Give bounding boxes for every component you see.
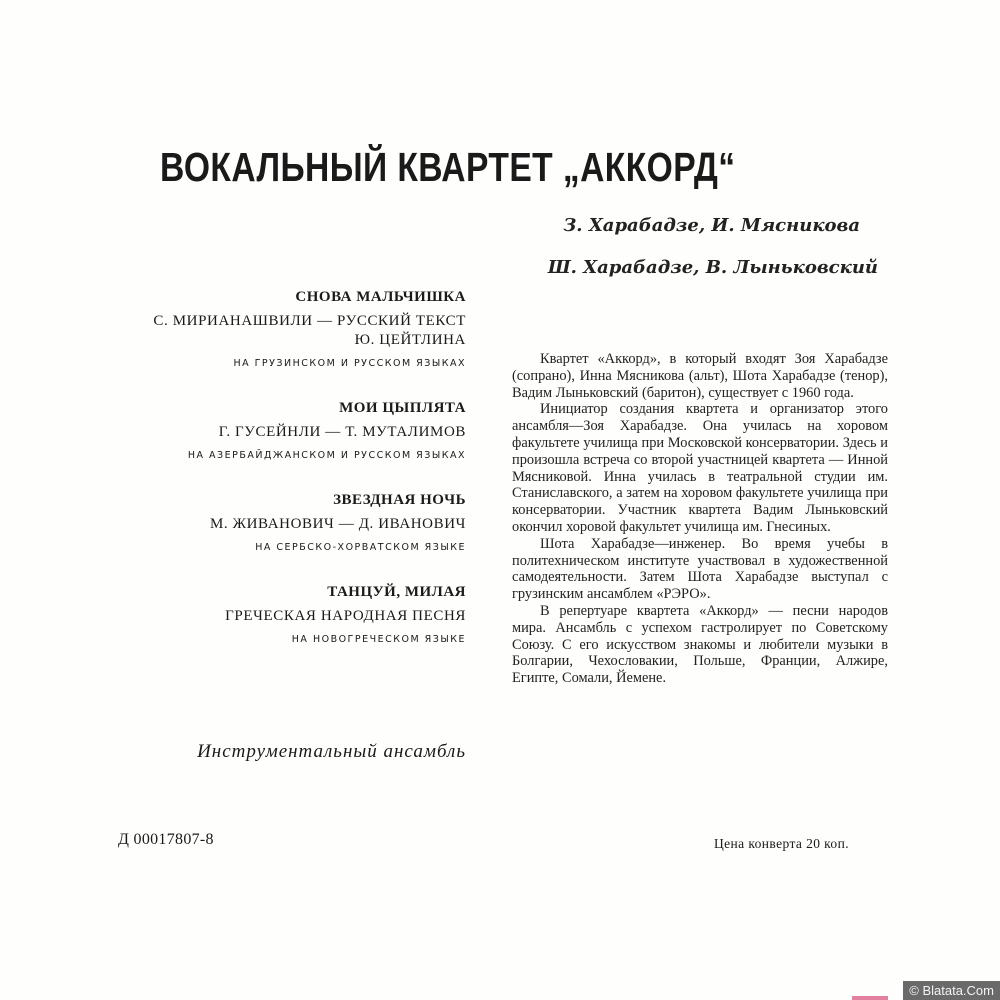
bio-paragraph: В репертуаре квартета «Аккорд» — песни народов мира. Ансамбль с успехом гастролирует по Советскому Союзу. С его искусством знакомы и любители музыки в Болгарии, Чехословакии, Польше, Франции, Алжире, Египте, Сомали, Йемене. [512, 602, 888, 687]
track-item [150, 582, 466, 647]
catalog-number: Д 00017807-8 [118, 831, 214, 848]
track-list [150, 287, 466, 674]
ensemble-credit: Инструментальный ансамбль [197, 741, 466, 762]
track-credit: Ю. ЦЕЙТЛИНА [354, 332, 466, 348]
track-credit: ГРЕЧЕСКАЯ НАРОДНАЯ ПЕСНЯ [225, 608, 466, 624]
track-item [150, 490, 466, 555]
track-language: НА СЕРБСКО-ХОРВАТСКОМ ЯЗЫКЕ [255, 542, 466, 553]
bio-paragraph: Шота Харабадзе—инженер. Во время учебы в политехническом институте участвовал в художественной самодеятельности. Затем Шота Харабадзе выступал с грузинским ансамблем «РЭРО». [512, 535, 888, 603]
track-language: НА НОВОГРЕЧЕСКОМ ЯЗЫКЕ [291, 634, 466, 645]
print-mark [852, 996, 888, 1000]
track-credit: Г. ГУСЕЙНЛИ — Т. МУТАЛИМОВ [218, 424, 466, 440]
track-item [150, 287, 466, 371]
bio-paragraph: Квартет «Аккорд», в который входят Зоя Харабадзе (сопрано), Инна Мясникова (альт), Шота Харабадзе (тенор), Вадим Лыньковский (баритон), существует с 1960 года. [512, 351, 888, 401]
track-item [150, 398, 466, 463]
track-language: НА АЗЕРБАЙДЖАНСКОМ И РУССКОМ ЯЗЫКАХ [187, 450, 466, 461]
track-credit: С. МИРИАНАШВИЛИ — РУССКИЙ ТЕКСТ [153, 313, 466, 329]
track-credit: М. ЖИВАНОВИЧ — Д. ИВАНОВИЧ [209, 516, 466, 532]
watermark: © Blatata.Com [903, 981, 1000, 1000]
sleeve-price: Цена конверта 20 коп. [714, 836, 849, 851]
track-title: СНОВА МАЛЬЧИШКА [295, 289, 466, 305]
album-title: ВОКАЛЬНЫЙ КВАРТЕТ „АККОРД“ [160, 144, 736, 190]
performers-line-1: З. Харабадзе, И. Мясникова [563, 215, 860, 236]
track-title: ЗВЕЗДНАЯ НОЧЬ [333, 492, 466, 508]
track-language: НА ГРУЗИНСКОМ И РУССКОМ ЯЗЫКАХ [233, 358, 466, 369]
track-title: МОИ ЦЫПЛЯТА [339, 400, 466, 416]
performers-line-2: Ш. Харабадзе, В. Лыньковский [547, 257, 878, 278]
bio-paragraph: Инициатор создания квартета и организатор этого ансамбля—Зоя Харабадзе. Она училась на хоровом факультете училища при Московской консерватории. Здесь и произошла встреча со второй участницей квартета — Инной Мясниковой. Инна училась в театральной студии им. Станиславского, а затем на хоровом факультете училища при консерватории. Участник квартета Вадим Лыньковский окончил хоровой факультет училища им. Гнесиных. [512, 401, 888, 535]
biography-text [512, 351, 888, 687]
track-title: ТАНЦУЙ, МИЛАЯ [327, 584, 466, 600]
